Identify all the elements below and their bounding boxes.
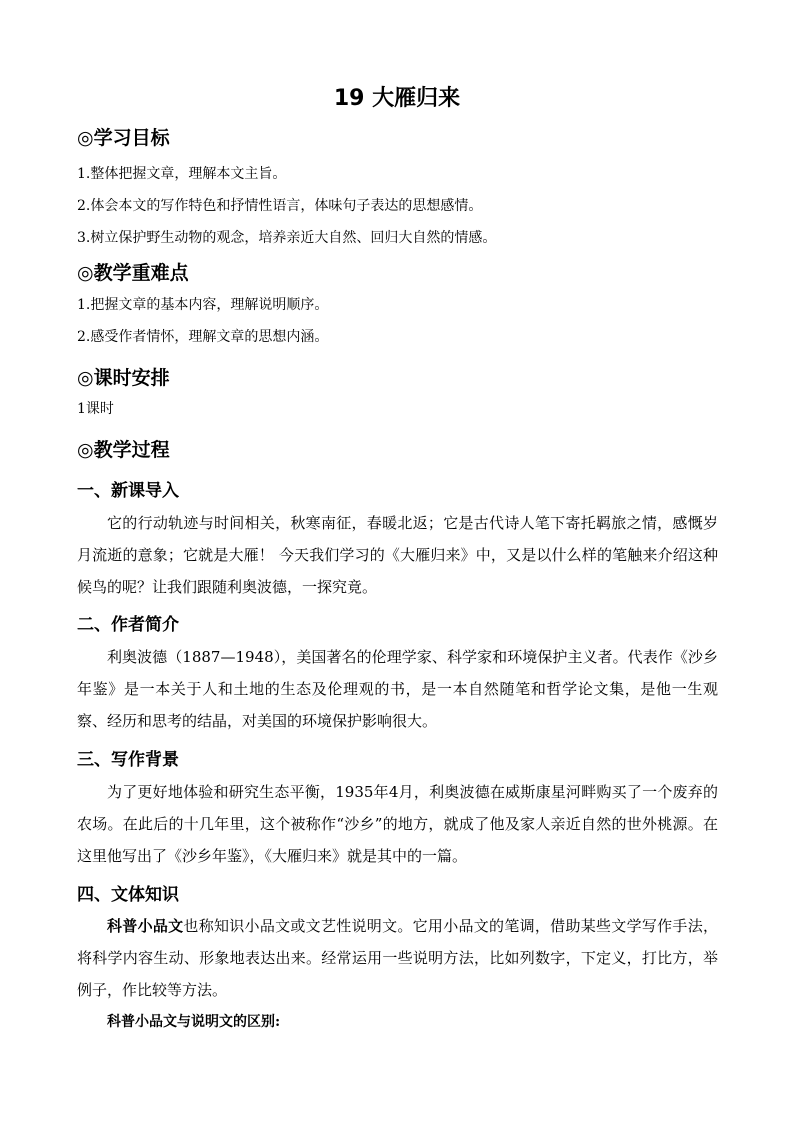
difference-label: 科普小品文与说明文的区别: — [107, 1014, 281, 1030]
genre-paragraph — [77, 910, 718, 1006]
objective-item-2: 2.体会本文的写作特色和抒情性语言，体味句子表达的思想感情。 — [77, 198, 483, 214]
author-paragraph: 利奥波德（1887—1948），美国著名的伦理学家、科学家和环境保护主义者。代表作《沙乡年鉴》是一本关于人和土地的生态及伦理观的书，是一本自然随笔和哲学论文集，是他一生观察、经历和思考的结晶，对美国的环境保护影响很大。 — [77, 648, 718, 730]
key-point-item-2: 2.感受作者情怀，理解文章的思想内涵。 — [77, 329, 329, 345]
genre-body-text: 也称知识小品文或文艺性说明文。它用小品文的笔调，借助某些文学写作手法，将科学内容生动、形象地表达出来。经常运用一些说明方法，比如列数字，下定义，打比方，举例子，作比较等方法。 — [77, 917, 718, 999]
objective-item-1: 1.整体把握文章，理解本文主旨。 — [77, 166, 287, 182]
schedule-heading: ◎课时安排 — [77, 367, 170, 389]
objectives-heading: ◎学习目标 — [77, 127, 170, 149]
schedule-text: 1课时 — [77, 401, 114, 417]
process-heading: ◎教学过程 — [77, 439, 170, 461]
intro-heading: 一、新课导入 — [77, 481, 179, 501]
genre-heading: 四、文体知识 — [77, 885, 179, 905]
key-point-item-1: 1.把握文章的基本内容，理解说明顺序。 — [77, 297, 329, 313]
author-heading: 二、作者简介 — [77, 615, 179, 635]
page-title: 19 大雁归来 — [333, 86, 461, 111]
key-points-heading: ◎教学重难点 — [77, 262, 189, 284]
background-heading: 三、写作背景 — [77, 750, 179, 770]
genre-lead-term: 科普小品文 — [107, 917, 184, 935]
intro-paragraph: 它的行动轨迹与时间相关，秋寒南征，春暖北返；它是古代诗人笔下寄托羁旅之情，感慨岁月流逝的意象；它就是大雁！ 今天我们学习的《大雁归来》中，又是以什么样的笔触来介绍这种候鸟的呢？让我们跟随利奥波德，一探究竟。 — [77, 514, 718, 596]
background-paragraph: 为了更好地体验和研究生态平衡，1935年4月，利奥波德在威斯康星河畔购买了一个废弃的农场。在此后的十几年里，这个被称作“沙乡”的地方，就成了他及家人亲近自然的世外桃源。在这里他写出了《沙乡年鉴》，《大雁归来》就是其中的一篇。 — [77, 783, 718, 865]
objective-item-3: 3.树立保护野生动物的观念，培养亲近大自然、回归大自然的情感。 — [77, 230, 497, 246]
